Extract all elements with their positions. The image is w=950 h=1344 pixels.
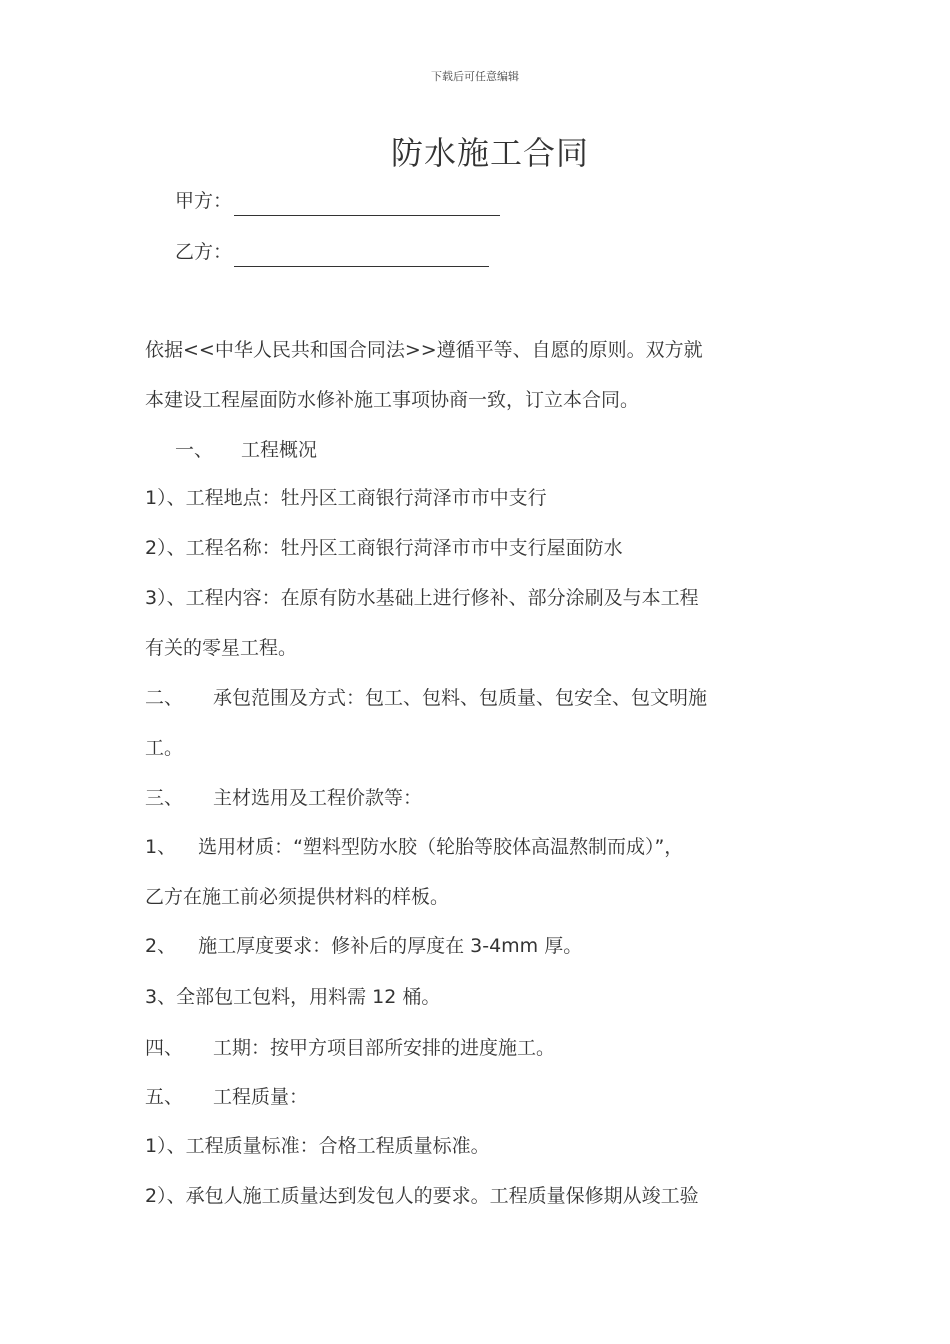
section-3-title: 主材选用及工程价款等： — [213, 787, 423, 809]
section-3-heading — [145, 783, 422, 813]
section-2-text: 承包范围及方式：包工、包料、包质量、包安全、包文明施 — [213, 687, 708, 709]
section-2-line-1 — [145, 683, 707, 713]
party-b-line — [175, 237, 489, 267]
header-note: 下载后可任意编辑 — [431, 70, 519, 83]
section-3-item-1-cont: 乙方在施工前必须提供材料的样板。 — [145, 886, 450, 908]
section-1-item-3: 3）、工程内容：在原有防水基础上进行修补、部分涂刷及与本工程 — [145, 587, 699, 609]
party-b-label: 乙方： — [175, 241, 233, 263]
section-4-line — [145, 1033, 555, 1063]
section-5-heading — [145, 1082, 308, 1112]
section-5-title: 工程质量： — [213, 1086, 309, 1108]
party-a-blank — [234, 193, 500, 216]
section-3-item-2 — [145, 931, 582, 961]
section-1-title: 工程概况 — [241, 439, 318, 461]
document-title: 防水施工合同 — [390, 134, 589, 172]
section-3-item-2-number: 2、 — [145, 935, 177, 957]
section-1-item-2: 2）、工程名称：牡丹区工商银行菏泽市市中支行屋面防水 — [145, 537, 623, 559]
section-3-item-3: 3、全部包工包料，用料需 12 桶。 — [145, 986, 441, 1008]
section-3-item-1-text: 选用材质：“塑料型防水胶（轮胎等胶体高温熬制而成）”， — [198, 836, 684, 858]
section-3-item-1 — [145, 832, 683, 862]
section-3-number: 三、 — [145, 787, 184, 809]
section-3-item-1-number: 1、 — [145, 836, 177, 858]
intro-line-2: 本建设工程屋面防水修补施工事项协商一致，订立本合同。 — [145, 389, 640, 411]
section-4-number: 四、 — [145, 1037, 184, 1059]
section-1-item-3-cont: 有关的零星工程。 — [145, 637, 298, 659]
section-1-number: 一、 — [175, 439, 214, 461]
party-a-label: 甲方： — [175, 190, 233, 212]
section-5-item-1: 1）、工程质量标准：合格工程质量标准。 — [145, 1135, 490, 1157]
section-4-text: 工期：按甲方项目部所安排的进度施工。 — [213, 1037, 556, 1059]
section-5-number: 五、 — [145, 1086, 184, 1108]
section-2-number: 二、 — [145, 687, 184, 709]
party-b-blank — [234, 244, 489, 267]
section-1-heading — [175, 435, 317, 465]
party-a-line — [175, 186, 500, 216]
intro-line-1: 依据<<中华人民共和国合同法>>遵循平等、自愿的原则。双方就 — [145, 339, 703, 361]
section-3-item-2-text: 施工厚度要求：修补后的厚度在 3-4mm 厚。 — [198, 935, 583, 957]
section-2-line-2: 工。 — [145, 737, 184, 759]
section-5-item-2: 2）、承包人施工质量达到发包人的要求。工程质量保修期从竣工验 — [145, 1185, 699, 1207]
section-1-item-1: 1）、工程地点：牡丹区工商银行菏泽市市中支行 — [145, 487, 547, 509]
